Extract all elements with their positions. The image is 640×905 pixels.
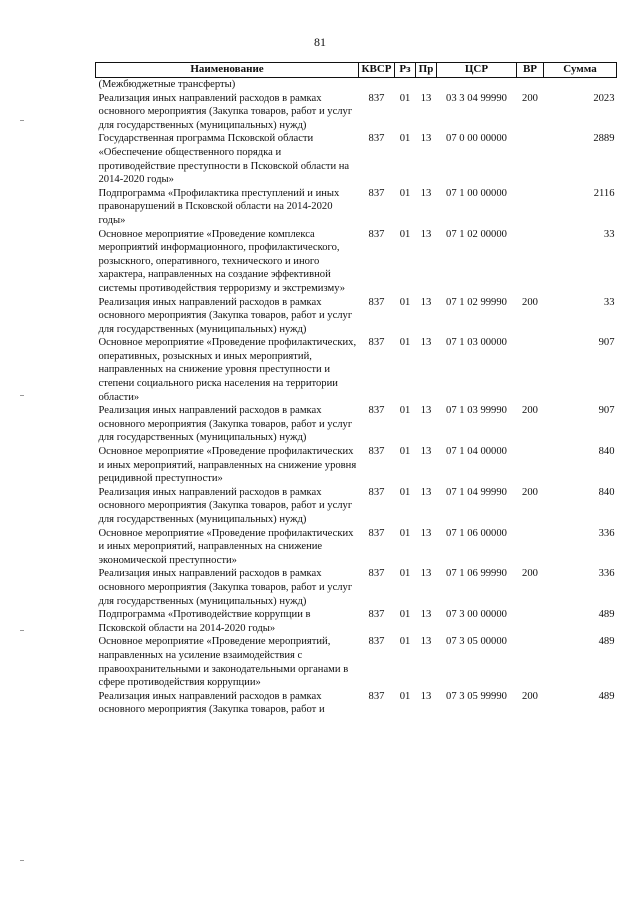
cell-pr: 13 bbox=[420, 636, 432, 648]
cell-name: Государственная программа Псковской области «Обеспечение общественного порядка и противодействие преступности в Псковской области на 2014-2020 годы» bbox=[98, 133, 350, 186]
cell-kvsr: 837 bbox=[368, 446, 385, 458]
cell-name: Реализация иных направлений расходов в рамках основного мероприятия (Закупка товаров, работ и bbox=[98, 690, 325, 716]
budget-table bbox=[95, 62, 617, 717]
cell-vr bbox=[517, 635, 544, 689]
table-row bbox=[96, 132, 617, 186]
header-csr: ЦСР bbox=[437, 63, 517, 78]
cell-kvsr: 837 bbox=[368, 228, 385, 240]
cell-kvsr: 837 bbox=[368, 636, 385, 648]
cell-vr: 200 bbox=[522, 296, 538, 308]
cell-kvsr: 837 bbox=[368, 405, 385, 417]
cell-kvsr: 837 bbox=[368, 133, 385, 145]
page-number: 81 bbox=[314, 35, 326, 49]
cell-pr bbox=[416, 78, 437, 92]
cell-vr: 200 bbox=[522, 405, 538, 417]
table-row bbox=[96, 690, 617, 717]
cell-name: Подпрограмма «Противодействие коррупции в Псковской области на 2014-2020 годы» bbox=[98, 609, 311, 634]
cell-sum: 336 bbox=[598, 527, 615, 539]
cell-rz: 01 bbox=[399, 92, 411, 104]
cell-sum: 907 bbox=[598, 405, 615, 417]
cell-csr: 07 1 03 99990 bbox=[446, 405, 507, 417]
cell-vr: 200 bbox=[522, 92, 538, 104]
cell-csr: 07 1 06 99990 bbox=[446, 568, 507, 580]
cell-name: Основное мероприятие «Проведение профилактических и иных мероприятий, направленных на снижение уровня рецидивной преступности» bbox=[98, 446, 357, 485]
cell-csr: 07 1 03 00000 bbox=[446, 337, 507, 349]
cell-csr: 07 1 02 00000 bbox=[446, 228, 507, 240]
cell-sum: 2023 bbox=[593, 92, 615, 104]
cell-pr: 13 bbox=[420, 405, 432, 417]
cell-rz bbox=[395, 78, 416, 92]
cell-kvsr: 837 bbox=[368, 486, 385, 498]
cell-pr: 13 bbox=[420, 446, 432, 458]
header-pr: Пр bbox=[416, 63, 437, 78]
scan-mark bbox=[20, 630, 24, 631]
cell-vr: 200 bbox=[522, 690, 538, 702]
cell-vr bbox=[517, 527, 544, 568]
cell-kvsr bbox=[359, 78, 395, 92]
cell-rz: 01 bbox=[399, 486, 411, 498]
cell-rz: 01 bbox=[399, 609, 411, 621]
cell-sum bbox=[544, 78, 617, 92]
budget-table-container bbox=[95, 62, 616, 717]
cell-csr: 03 3 04 99990 bbox=[446, 92, 507, 104]
cell-csr: 07 1 04 99990 bbox=[446, 486, 507, 498]
cell-csr: 07 3 05 00000 bbox=[446, 636, 507, 648]
cell-sum: 489 bbox=[598, 636, 615, 648]
cell-rz: 01 bbox=[399, 405, 411, 417]
table-row bbox=[96, 445, 617, 486]
table-body bbox=[96, 78, 617, 717]
cell-name: (Межбюджетные трансферты) bbox=[98, 79, 236, 90]
cell-kvsr: 837 bbox=[368, 187, 385, 199]
cell-sum: 33 bbox=[603, 228, 615, 240]
table-row bbox=[96, 635, 617, 689]
cell-rz: 01 bbox=[399, 337, 411, 349]
cell-pr: 13 bbox=[420, 337, 432, 349]
cell-csr: 07 3 05 99990 bbox=[446, 690, 507, 702]
cell-pr: 13 bbox=[420, 690, 432, 702]
cell-pr: 13 bbox=[420, 228, 432, 240]
cell-name: Подпрограмма «Профилактика преступлений и иных правонарушений в Псковской области на 2014-2020 годы» bbox=[98, 187, 340, 226]
cell-csr: 07 0 00 00000 bbox=[446, 133, 507, 145]
cell-vr: 200 bbox=[522, 568, 538, 580]
cell-name: Реализация иных направлений расходов в рамках основного мероприятия (Закупка товаров, работ и услуг для государственных (муниципальных) нужд) bbox=[98, 486, 353, 525]
table-row bbox=[96, 567, 617, 608]
cell-name: Основное мероприятие «Проведение комплекса мероприятий информационного, профилактического, розыскного, оперативного, технического и иного характера, направленных на создание эффективной системы противодействия терроризму и экстремизму» bbox=[98, 228, 346, 294]
scan-mark bbox=[20, 860, 24, 861]
header-vr: ВР bbox=[517, 63, 544, 78]
cell-sum: 840 bbox=[598, 486, 615, 498]
cell-name: Основное мероприятие «Проведение мероприятий, направленных на усиление взаимодействия с правоохранительными и законодательными органами в сфере противодействия коррупции» bbox=[98, 636, 349, 689]
cell-vr: 200 bbox=[522, 486, 538, 498]
cell-kvsr: 837 bbox=[368, 337, 385, 349]
cell-name: Основное мероприятие «Проведение профилактических и иных мероприятий, направленных на снижение экономической преступности» bbox=[98, 527, 354, 566]
table-row bbox=[96, 92, 617, 133]
cell-vr bbox=[517, 187, 544, 228]
table-row bbox=[96, 296, 617, 337]
cell-rz: 01 bbox=[399, 636, 411, 648]
cell-name: Реализация иных направлений расходов в рамках основного мероприятия (Закупка товаров, работ и услуг для государственных (муниципальных) нужд) bbox=[98, 568, 353, 607]
cell-vr bbox=[517, 608, 544, 635]
table-row bbox=[96, 486, 617, 527]
cell-name: Реализация иных направлений расходов в рамках основного мероприятия (Закупка товаров, работ и услуг для государственных (муниципальных) нужд) bbox=[98, 92, 353, 131]
scan-mark bbox=[20, 395, 24, 396]
cell-vr bbox=[517, 78, 544, 92]
table-row bbox=[96, 78, 617, 92]
table-row bbox=[96, 187, 617, 228]
cell-csr: 07 1 02 99990 bbox=[446, 296, 507, 308]
cell-kvsr: 837 bbox=[368, 527, 385, 539]
cell-kvsr: 837 bbox=[368, 609, 385, 621]
cell-kvsr: 837 bbox=[368, 92, 385, 104]
cell-pr: 13 bbox=[420, 92, 432, 104]
header-kvsr: КВСР bbox=[359, 63, 395, 78]
table-row bbox=[96, 228, 617, 296]
cell-sum: 489 bbox=[598, 690, 615, 702]
header-rz: Рз bbox=[395, 63, 416, 78]
scan-mark bbox=[20, 120, 24, 121]
cell-rz: 01 bbox=[399, 690, 411, 702]
table-row bbox=[96, 404, 617, 445]
cell-name: Реализация иных направлений расходов в рамках основного мероприятия (Закупка товаров, работ и услуг для государственных (муниципальных) нужд) bbox=[98, 405, 353, 444]
cell-csr: 07 1 04 00000 bbox=[446, 446, 507, 458]
cell-pr: 13 bbox=[420, 568, 432, 580]
table-row bbox=[96, 527, 617, 568]
cell-vr bbox=[517, 336, 544, 404]
cell-pr: 13 bbox=[420, 486, 432, 498]
cell-vr bbox=[517, 132, 544, 186]
cell-csr: 07 1 00 00000 bbox=[446, 187, 507, 199]
cell-pr: 13 bbox=[420, 187, 432, 199]
cell-vr bbox=[517, 228, 544, 296]
cell-sum: 336 bbox=[598, 568, 615, 580]
cell-name: Реализация иных направлений расходов в рамках основного мероприятия (Закупка товаров, работ и услуг для государственных (муниципальных) нужд) bbox=[98, 296, 353, 335]
cell-kvsr: 837 bbox=[368, 296, 385, 308]
cell-rz: 01 bbox=[399, 296, 411, 308]
cell-sum: 33 bbox=[603, 296, 615, 308]
cell-vr bbox=[517, 445, 544, 486]
table-header-row bbox=[96, 63, 617, 78]
header-name: Наименование bbox=[96, 63, 359, 78]
cell-sum: 2116 bbox=[593, 187, 615, 199]
cell-csr: 07 1 06 00000 bbox=[446, 527, 507, 539]
cell-sum: 907 bbox=[598, 337, 615, 349]
cell-rz: 01 bbox=[399, 187, 411, 199]
table-row bbox=[96, 608, 617, 635]
cell-pr: 13 bbox=[420, 527, 432, 539]
cell-kvsr: 837 bbox=[368, 690, 385, 702]
cell-rz: 01 bbox=[399, 568, 411, 580]
cell-csr bbox=[437, 78, 517, 92]
cell-name: Основное мероприятие «Проведение профилактических, оперативных, розыскных и иных мероприятий, направленных на снижение уровня преступности и степени социального риска населения на территории области» bbox=[98, 337, 357, 403]
cell-rz: 01 bbox=[399, 228, 411, 240]
cell-sum: 489 bbox=[598, 609, 615, 621]
cell-csr: 07 3 00 00000 bbox=[446, 609, 507, 621]
cell-rz: 01 bbox=[399, 133, 411, 145]
cell-pr: 13 bbox=[420, 609, 432, 621]
header-sum: Сумма bbox=[544, 63, 617, 78]
cell-sum: 840 bbox=[598, 446, 615, 458]
cell-rz: 01 bbox=[399, 446, 411, 458]
table-row bbox=[96, 336, 617, 404]
cell-kvsr: 837 bbox=[368, 568, 385, 580]
cell-rz: 01 bbox=[399, 527, 411, 539]
cell-pr: 13 bbox=[420, 133, 432, 145]
cell-sum: 2889 bbox=[593, 133, 615, 145]
cell-pr: 13 bbox=[420, 296, 432, 308]
